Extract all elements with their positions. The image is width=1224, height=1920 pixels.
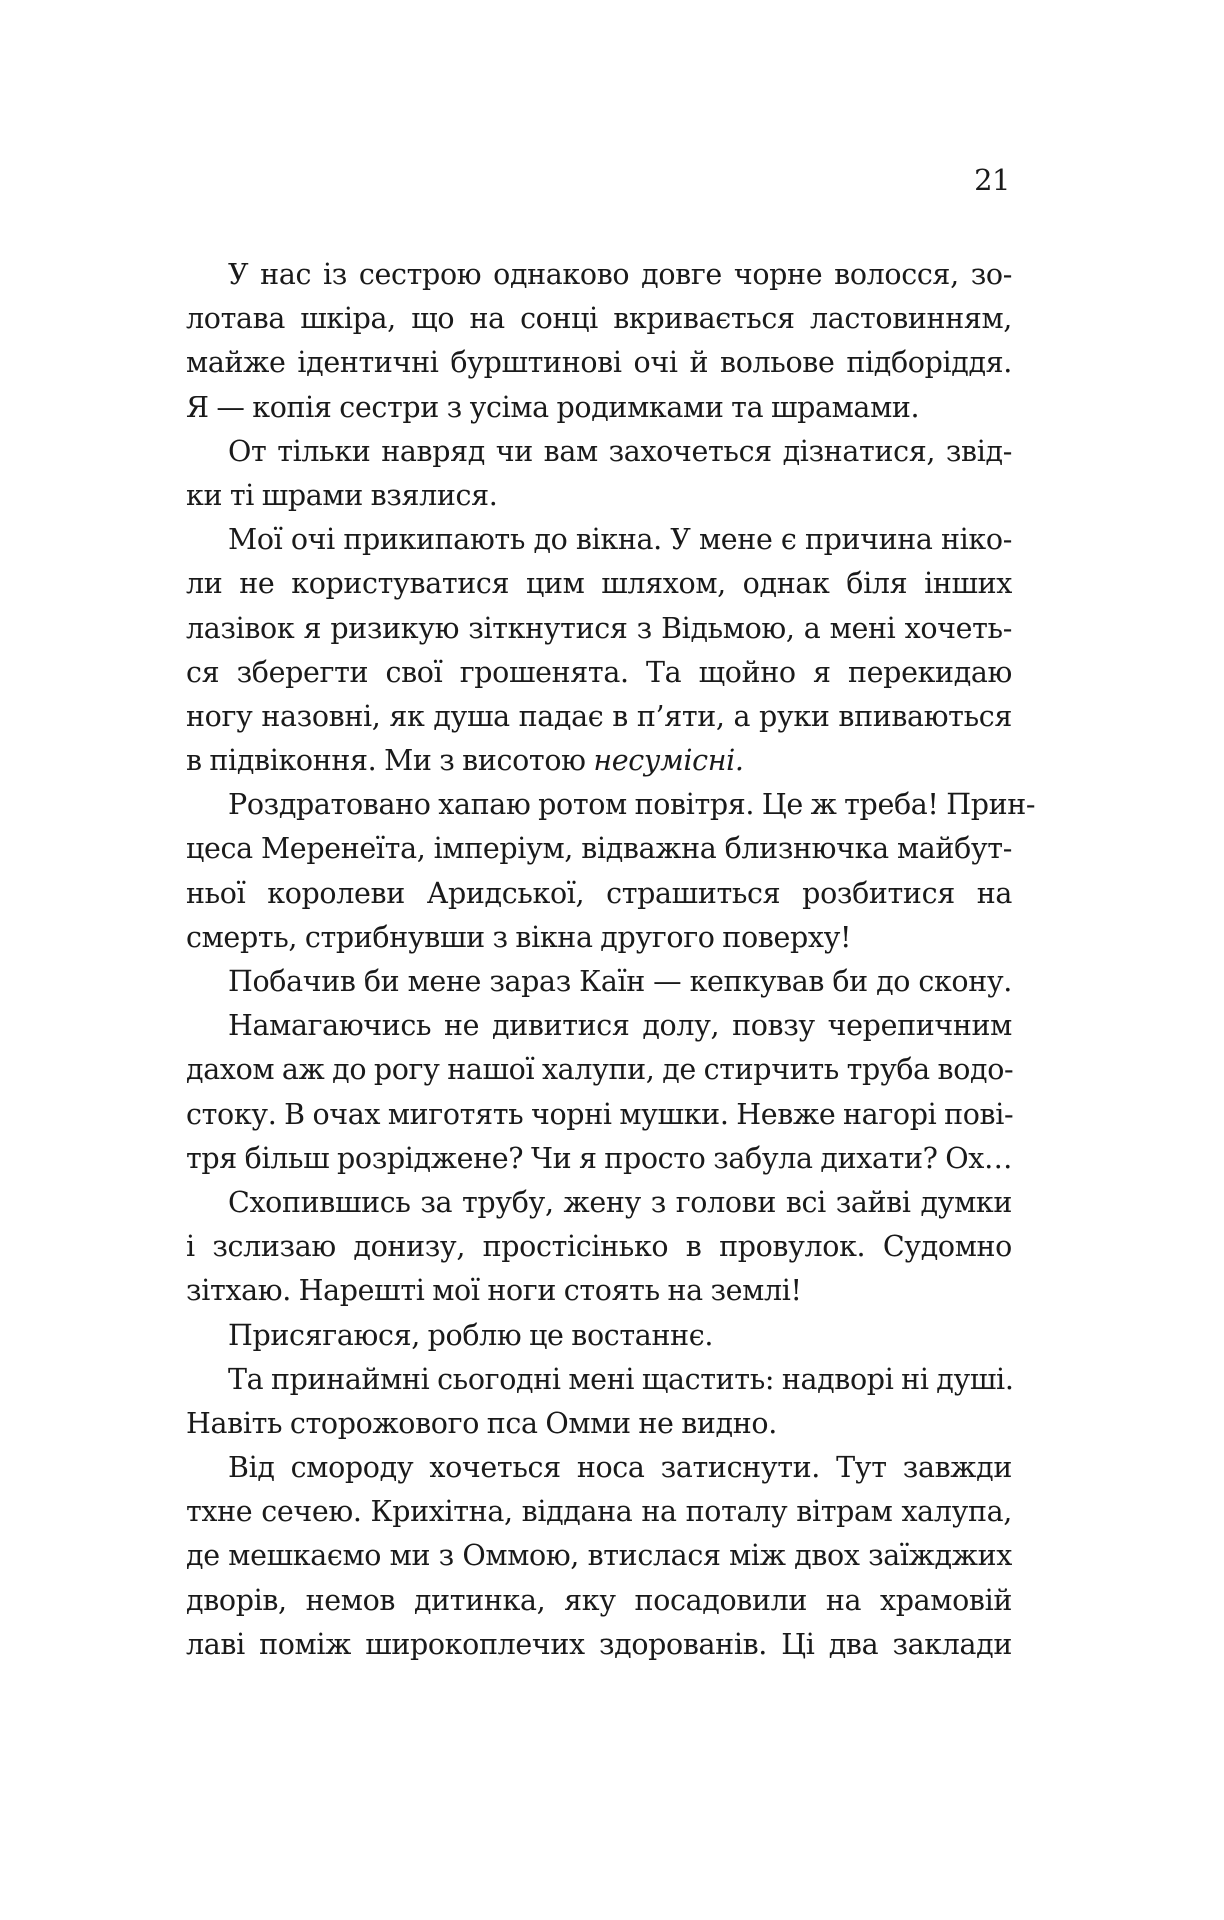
text-line (186, 341, 1012, 385)
text-line (186, 562, 1012, 606)
line-text: Навіть сторожового пса Омми не видно. (186, 1406, 777, 1440)
paragraph-first-line (186, 783, 1036, 827)
text-line (186, 695, 1012, 739)
line-text: дахом аж до рогу нашої халупи, де стирчить труба водо- (186, 1053, 1014, 1087)
line-text: лотава шкіра, що на сонці вкривається ластовинням, (186, 302, 1012, 336)
line-text: лаві поміж широкоплечих здорованів. Ці два заклади (186, 1627, 1012, 1661)
line-text: ньої королеви Аридської, страшиться розбитися на (186, 876, 1012, 910)
line-text: в підвіконня. Ми з висотою (186, 744, 594, 778)
line-text: і зслизаю донизу, простісінько в провулок. Судомно (186, 1230, 1012, 1264)
paragraph-first-line (186, 1004, 1012, 1048)
text-line (186, 1579, 1012, 1623)
text-line (186, 916, 1012, 960)
line-text: Присягаюся, роблю це востаннє. (228, 1318, 714, 1352)
line-text: тря більш розріджене? Чи я просто забула дихати? Ох… (186, 1141, 1013, 1175)
text-line (186, 386, 1012, 430)
text-line (186, 474, 1012, 518)
line-text: От тільки навряд чи вам захочеться дізнатися, звід- (228, 434, 1012, 468)
line-text: Від смороду хочеться носа затиснути. Тут завжди (228, 1451, 1012, 1485)
paragraph-first-line (186, 430, 1012, 474)
text-line (186, 1093, 1012, 1137)
line-text: стоку. В очах миготять чорні мушки. Невже нагорі пові- (186, 1097, 1014, 1131)
paragraph-first-line (186, 1314, 1012, 1358)
line-text: де мешкаємо ми з Оммою, втислася між двох заїжджих (186, 1539, 1012, 1573)
text-line (186, 1402, 1012, 1446)
text-line (186, 297, 1012, 341)
page-number: 21 (974, 163, 1010, 197)
line-text: Роздратовано хапаю ротом повітря. Це ж треба! Прин- (228, 788, 1036, 822)
paragraph-first-line (186, 1358, 1012, 1402)
line-text: майже ідентичні бурштинові очі й вольове підборіддя. (186, 346, 1012, 380)
line-text: лазівок я ризикую зіткнутися з Відьмою, а мені хочеть- (186, 611, 1012, 645)
line-text: У нас із сестрою однаково довге чорне волосся, зо- (228, 258, 1012, 291)
body-text (186, 253, 1036, 1667)
line-text: Мої очі прикипають до вікна. У мене є причина ніко- (228, 523, 1012, 557)
line-text: Намагаючись не дивитися долу, повзу черепичним (228, 1009, 1012, 1043)
text-line (186, 651, 1012, 695)
line-text: Схопившись за трубу, жену з голови всі зайві думки (228, 1185, 1012, 1219)
line-text: цеса Меренеїта, імперіум, відважна близнючка майбут- (186, 832, 1012, 866)
line-text: Побачив би мене зараз Каїн — кепкував би до скону. (228, 965, 1012, 998)
paragraph-first-line (186, 518, 1012, 562)
line-text: дворів, немов дитинка, яку посадовили на храмовій (186, 1583, 1012, 1617)
paragraph-first-line (186, 960, 1012, 1004)
paragraph-first-line (186, 1181, 1012, 1225)
text-line (186, 1269, 1012, 1313)
text-line (186, 1048, 1012, 1092)
text-line (186, 1137, 1012, 1181)
text-line (186, 872, 1012, 916)
paragraph-first-line (186, 1446, 1012, 1490)
line-text: Я — копія сестри з усіма родимками та шрамами. (186, 390, 920, 424)
text-line (186, 1490, 1012, 1534)
text-line (186, 827, 1012, 871)
text-line (186, 607, 1012, 651)
line-text: тхне сечею. Крихітна, віддана на поталу вітрам халупа, (186, 1495, 1012, 1529)
line-text: ся зберегти свої грошенята. Та щойно я перекидаю (186, 655, 1012, 689)
text-line (186, 1225, 1012, 1269)
text-line (186, 739, 1012, 783)
line-text: ногу назовні, як душа падає в п’яти, а руки впиваються (186, 699, 1012, 733)
line-text: ки ті шрами взялися. (186, 478, 498, 512)
text-line (186, 1534, 1012, 1578)
text-line (186, 1623, 1012, 1667)
line-text: зітхаю. Нарешті мої ноги стоять на землі! (186, 1274, 802, 1308)
italic-emphasis: несумісні. (593, 744, 744, 778)
line-text: Та принаймні сьогодні мені щастить: надворі ні душі. (228, 1362, 1014, 1396)
paragraph-first-line (186, 253, 1012, 297)
line-text: смерть, стрибнувши з вікна другого поверху! (186, 920, 852, 954)
line-text: ли не користуватися цим шляхом, однак біля інших (186, 567, 1012, 601)
